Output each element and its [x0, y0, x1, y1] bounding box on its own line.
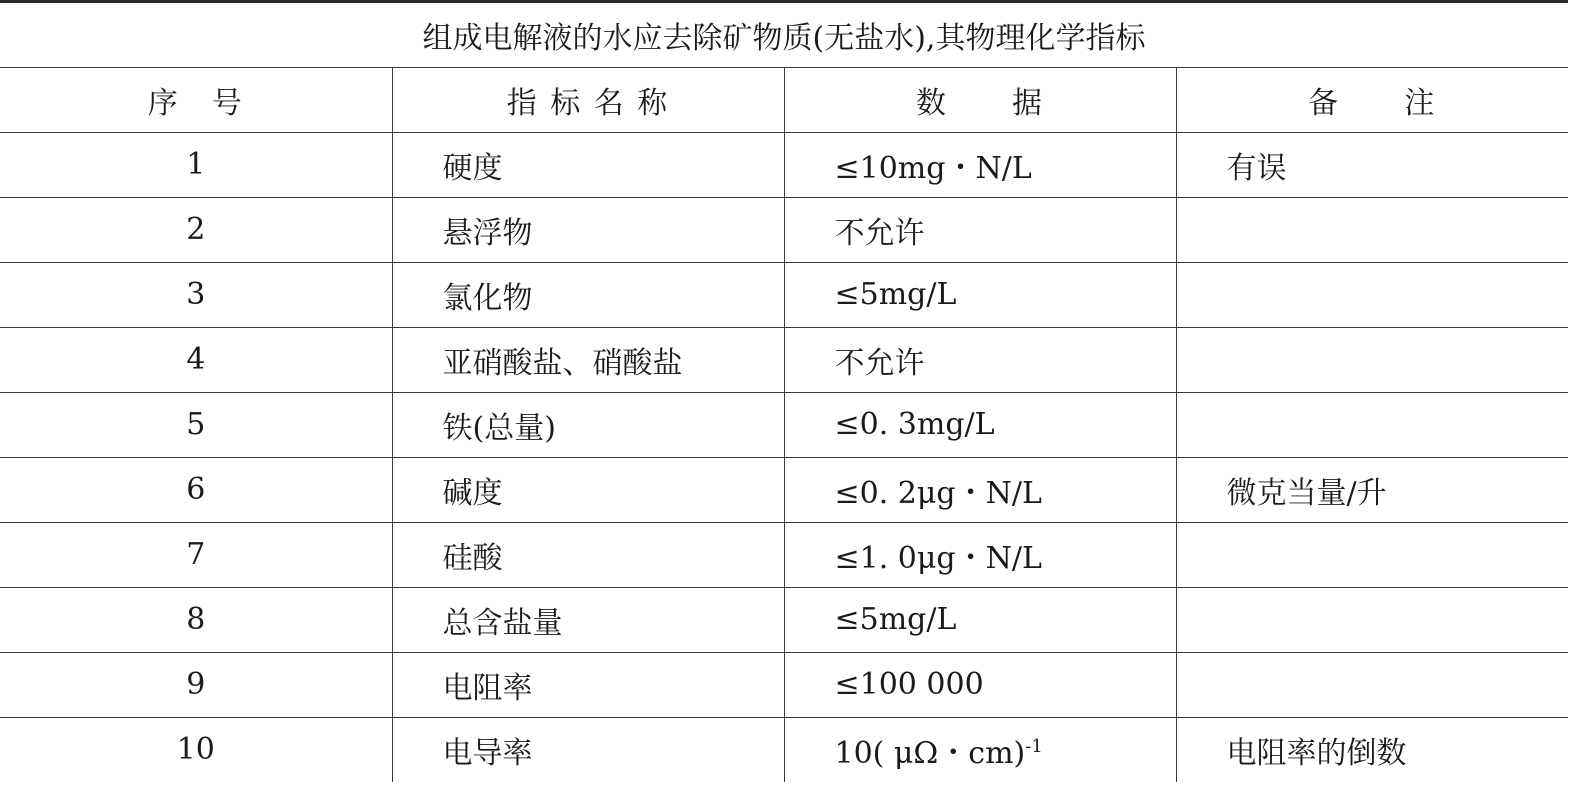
- row-value: ≤10mg・N/L: [784, 132, 1176, 197]
- row-no: 6: [0, 457, 392, 522]
- row-value-cell: [784, 717, 1176, 782]
- row-name: 铁(总量): [392, 392, 784, 457]
- water-spec-table: [0, 3, 1568, 782]
- table-row: [0, 262, 1568, 327]
- row-name: 硅酸: [392, 522, 784, 587]
- row-no: 4: [0, 327, 392, 392]
- row-no: 2: [0, 197, 392, 262]
- table-row: [0, 652, 1568, 717]
- row-value: ≤0. 3mg/L: [784, 392, 1176, 457]
- row-name: 氯化物: [392, 262, 784, 327]
- row-no: 7: [0, 522, 392, 587]
- header-no: 序 号: [0, 67, 392, 132]
- table-row: [0, 132, 1568, 197]
- row-no: 8: [0, 587, 392, 652]
- row-note: 微克当量/升: [1176, 457, 1568, 522]
- header-value: 数 据: [784, 67, 1176, 132]
- row-value: ≤5mg/L: [784, 587, 1176, 652]
- row-value: ≤0. 2μg・N/L: [784, 457, 1176, 522]
- row-note: [1176, 392, 1568, 457]
- row-note: [1176, 262, 1568, 327]
- table-row: [0, 587, 1568, 652]
- row-no: 3: [0, 262, 392, 327]
- row-value: 不允许: [784, 197, 1176, 262]
- table-title-row: [0, 3, 1568, 67]
- row-name: 亚硝酸盐、硝酸盐: [392, 327, 784, 392]
- row-note: 电阻率的倒数: [1176, 717, 1568, 782]
- table-row: [0, 717, 1568, 782]
- table-row: [0, 327, 1568, 392]
- row-value: ≤5mg/L: [784, 262, 1176, 327]
- row-note: [1176, 587, 1568, 652]
- row-note: [1176, 197, 1568, 262]
- header-note: 备 注: [1176, 67, 1568, 132]
- row-value: 10( μΩ・cm): [834, 735, 1026, 771]
- table-title: 组成电解液的水应去除矿物质(无盐水),其物理化学指标: [0, 3, 1568, 67]
- table-row: [0, 457, 1568, 522]
- row-note: [1176, 327, 1568, 392]
- row-name: 电导率: [392, 717, 784, 782]
- table-row: [0, 522, 1568, 587]
- row-value: ≤1. 0μg・N/L: [784, 522, 1176, 587]
- row-no: 10: [0, 717, 392, 782]
- row-value: ≤100 000: [784, 652, 1176, 717]
- row-no: 9: [0, 652, 392, 717]
- header-name: 指 标 名 称: [392, 67, 784, 132]
- row-name: 电阻率: [392, 652, 784, 717]
- row-value-exponent: -1: [1025, 735, 1043, 757]
- row-name: 硬度: [392, 132, 784, 197]
- table-row: [0, 392, 1568, 457]
- row-no: 5: [0, 392, 392, 457]
- row-note: 有误: [1176, 132, 1568, 197]
- row-note: [1176, 522, 1568, 587]
- row-note: [1176, 652, 1568, 717]
- header-row: [0, 67, 1568, 132]
- row-name: 碱度: [392, 457, 784, 522]
- row-name: 总含盐量: [392, 587, 784, 652]
- row-name: 悬浮物: [392, 197, 784, 262]
- table-row: [0, 197, 1568, 262]
- row-value: 不允许: [784, 327, 1176, 392]
- row-no: 1: [0, 132, 392, 197]
